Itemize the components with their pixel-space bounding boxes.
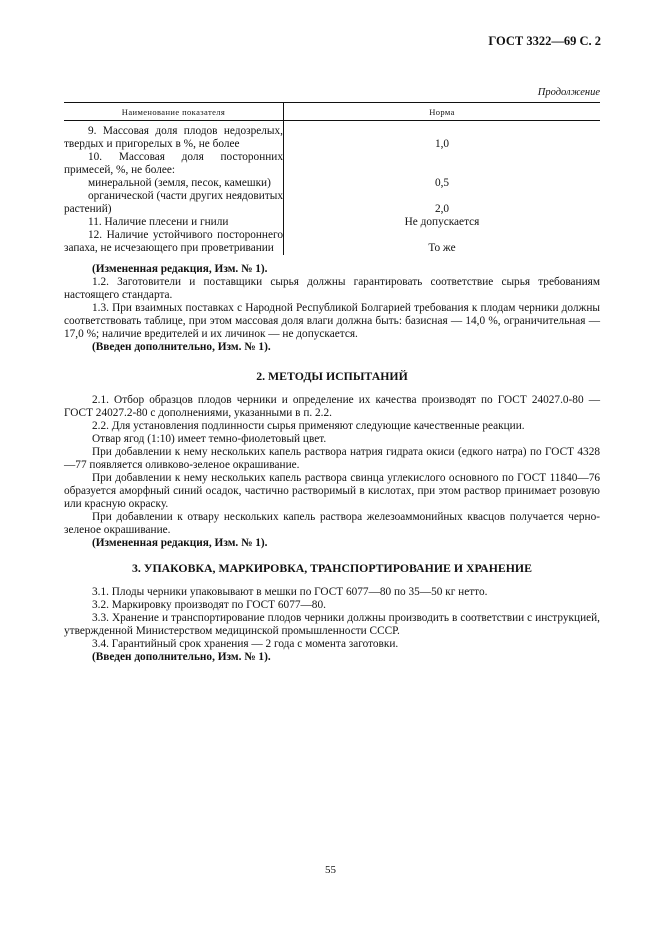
indicator-norm: То же: [428, 241, 456, 254]
paragraph: 2.2. Для установления подлинности сырья применяют следующие качественные реакции.: [92, 420, 525, 432]
paragraph-1-3: 1.3. При взаимных поставках с Народной Республикой Болгарией требования к плодам черники должны соответствовать таблице, при этом массовая доля влаги должна быть: базисная — 14,0 %, ограничительная — 17,0 %; наличие вредителей и их личинок — не допускается.: [64, 302, 600, 340]
indicator-norm: 1,0: [434, 137, 450, 150]
section-3: [64, 562, 600, 664]
table-row: [64, 216, 600, 229]
column-header-name: Наименование показателя: [64, 103, 284, 121]
section-2: [64, 370, 600, 550]
indicator-name: органической (части других неядовитых растений): [64, 189, 283, 215]
indicator-norm: Не допускается: [404, 215, 480, 228]
indicators-table: [64, 102, 600, 255]
indicator-norm: [284, 151, 601, 177]
table-row: [64, 151, 600, 177]
indicator-name: минеральной (земля, песок, камешки): [88, 176, 271, 189]
paragraph: Отвар ягод (1:10) имеет темно-фиолетовый цвет.: [92, 433, 327, 445]
table-row: [64, 229, 600, 255]
amendment-note: (Введен дополнительно, Изм. № 1).: [92, 651, 271, 663]
section-1-continuation: [64, 263, 600, 354]
paragraph: При добавлении к нему нескольких капель раствора натрия гидрата окиси (едкого натра) по ГОСТ 4328—77 появляется оливково-зеленое окрашивание.: [64, 446, 600, 471]
table-header-row: [64, 103, 600, 121]
paragraph: При добавлении к отвару нескольких капель раствора железоаммонийных квасцов получается черно-зеленое окрашивание.: [64, 511, 600, 536]
indicator-name: 9. Массовая доля плодов недозрелых, твердых и пригорелых в %, не более: [64, 124, 283, 150]
paragraph: 3.2. Маркировку производят по ГОСТ 6077—80.: [92, 599, 326, 611]
amendment-note: (Измененная редакция, Изм. № 1).: [92, 537, 268, 549]
table-continuation-label: Продолжение: [537, 87, 600, 98]
paragraph: 3.1. Плоды черники упаковывают в мешки по ГОСТ 6077—80 по 35—50 кг нетто.: [92, 586, 488, 598]
paragraph: 2.1. Отбор образцов плодов черники и определение их качества производят по ГОСТ 24027.0-80 — ГОСТ 24027.2-80 с дополнениями, указанными в п. 2.2.: [64, 394, 600, 419]
paragraph: 3.4. Гарантийный срок хранения — 2 года с момента заготовки.: [92, 638, 399, 650]
table-row: [64, 190, 600, 216]
indicator-name: 11. Наличие плесени и гнили: [88, 215, 229, 228]
column-header-norm: Норма: [284, 103, 601, 121]
section-heading: 3. УПАКОВКА, МАРКИРОВКА, ТРАНСПОРТИРОВАНИЕ И ХРАНЕНИЕ: [132, 561, 532, 575]
table-row: [64, 121, 600, 151]
paragraph-1-2: 1.2. Заготовители и поставщики сырья должны гарантировать соответствие сырья требованиям настоящего стандарта.: [64, 276, 600, 301]
amendment-note: (Введен дополнительно, Изм. № 1).: [92, 341, 271, 353]
section-heading: 2. МЕТОДЫ ИСПЫТАНИЙ: [256, 369, 408, 383]
indicator-norm: 2,0: [434, 202, 450, 215]
indicator-name: 10. Массовая доля посторонних примесей, %, не более:: [64, 150, 283, 176]
page-number: 55: [325, 864, 336, 876]
indicator-norm: 0,5: [434, 176, 450, 189]
document-header: ГОСТ 3322—69 С. 2: [488, 34, 601, 48]
amendment-note: (Измененная редакция, Изм. № 1).: [92, 263, 268, 275]
paragraph: 3.3. Хранение и транспортирование плодов черники должны производить в соответствии с инструкцией, утвержденной Министерством медицинской промышленности СССР.: [64, 612, 600, 637]
paragraph: При добавлении к нему нескольких капель раствора свинца углекислого основного по ГОСТ 11840—76 образуется аморфный синий осадок, частично растворимый в кислотах, при этом раствор принимает розовую или красную окраску.: [64, 472, 600, 510]
indicator-name: 12. Наличие устойчивого постороннего запаха, не исчезающего при проветривании: [64, 228, 283, 254]
table-row: [64, 177, 600, 190]
